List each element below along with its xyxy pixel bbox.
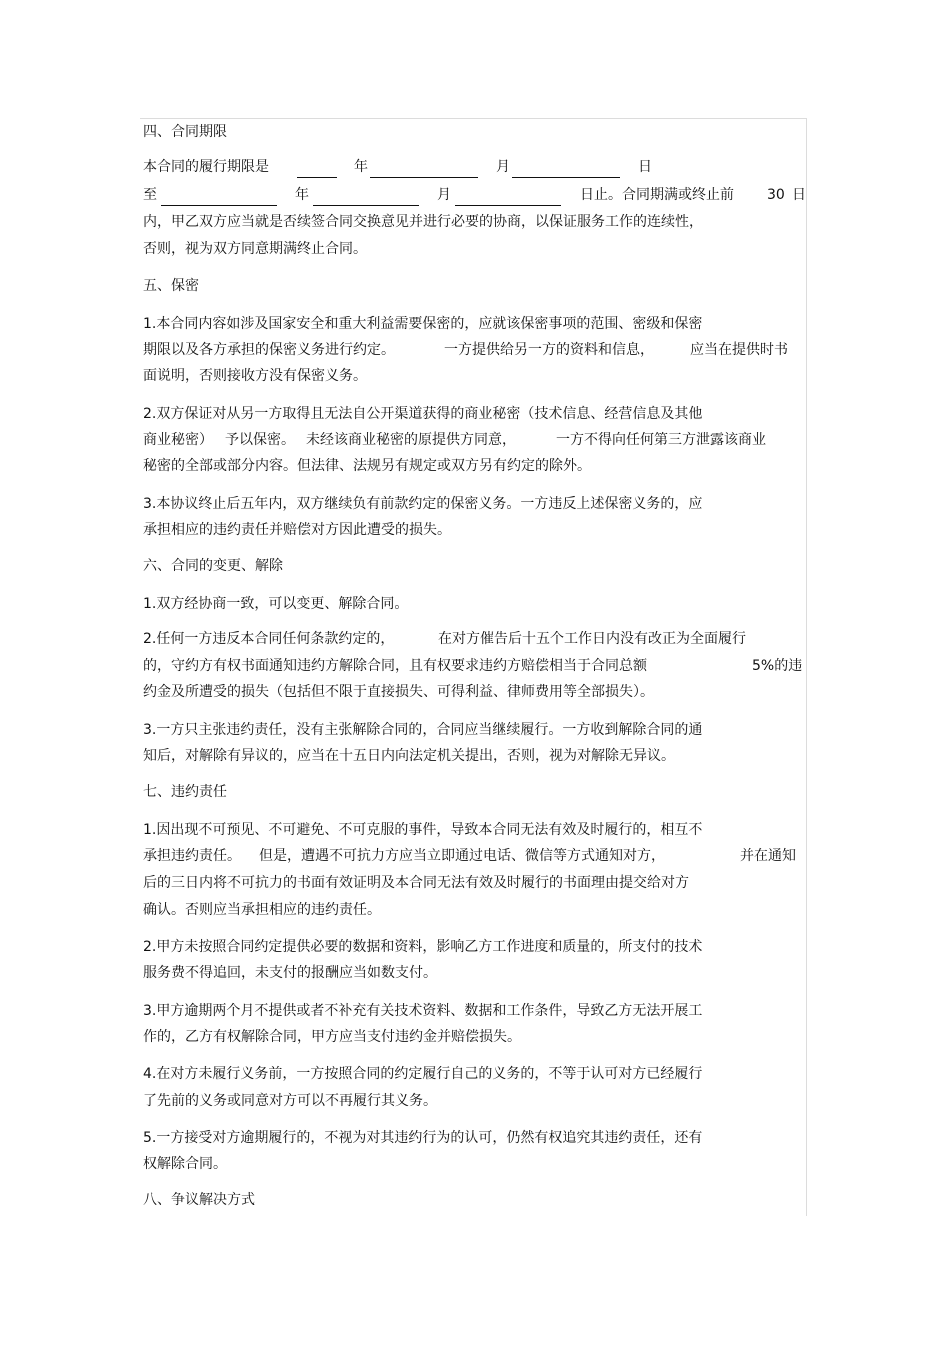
term-line-3: 内，甲乙双方应当就是否续签合同交换意见并进行必要的协商，以保证服务工作的连续性， [143, 214, 703, 230]
s5-p3-line1: 3.本协议终止后五年内，双方继续负有前款约定的保密义务。一方违反上述保密义务的，应 [143, 496, 703, 512]
s7-p2-line1: 2.甲方未按照合同约定提供必要的数据和资料，影响乙方工作进度和质量的，所支付的技术 [143, 939, 703, 955]
section-7-title: 七、违约责任 [143, 784, 227, 800]
section-4-title: 四、合同期限 [143, 124, 227, 140]
s5-p1-line2-c: 应当在提供时书 [690, 342, 788, 358]
days-unit: 日 [792, 187, 806, 203]
s6-p2-line1-b: 在对方催告后十五个工作日内没有改正为全面履行 [438, 631, 746, 647]
start-month-label: 月 [496, 159, 510, 175]
s7-p3-line2: 作的，乙方有权解除合同，甲方应当支付违约金并赔偿损失。 [143, 1029, 521, 1045]
s6-p3-line1: 3.一方只主张违约责任，没有主张解除合同的，合同应当继续履行。一方收到解除合同的通 [143, 722, 703, 738]
s5-p1-line3: 面说明，否则接收方没有保密义务。 [143, 368, 367, 384]
s5-p1-line1: 1.本合同内容如涉及国家安全和重大利益需要保密的，应就该保密事项的范围、密级和保密 [143, 316, 703, 332]
s6-p2-line2-a: 的，守约方有权书面通知违约方解除合同，且有权要求违约方赔偿相当于合同总额 [143, 658, 647, 674]
page-border-top [140, 118, 806, 119]
end-month-blank [313, 205, 419, 206]
s7-p4-line1: 4.在对方未履行义务前，一方按照合同的约定履行自己的义务的，不等于认可对方已经履行 [143, 1066, 703, 1082]
s6-p2-line1-a: 2.任何一方违反本合同任何条款约定的， [143, 631, 395, 647]
s7-p1-line4: 确认。否则应当承担相应的违约责任。 [143, 902, 381, 918]
term-prefix: 本合同的履行期限是 [143, 159, 269, 175]
s5-p2-line1: 2.双方保证对从另一方取得且无法自公开渠道获得的商业秘密（技术信息、经营信息及其他 [143, 406, 703, 422]
s7-p1-line2-c: 并在通知 [740, 848, 796, 864]
s7-p2-line2: 服务费不得追回，未支付的报酬应当如数支付。 [143, 965, 437, 981]
start-month-blank [370, 177, 478, 178]
term-line-4: 否则，视为双方同意期满终止合同。 [143, 241, 367, 257]
start-year-blank [297, 177, 337, 178]
section-5-title: 五、保密 [143, 278, 199, 294]
s7-p3-line1: 3.甲方逾期两个月不提供或者不补充有关技术资料、数据和工作条件，导致乙方无法开展工 [143, 1003, 703, 1019]
section-8-title: 八、争议解决方式 [143, 1192, 255, 1208]
s5-p2-line2-d: 一方不得向任何第三方泄露该商业 [556, 432, 766, 448]
start-year-label: 年 [354, 159, 368, 175]
to-label: 至 [143, 187, 157, 203]
s6-p2-line3: 约金及所遭受的损失（包括但不限于直接损失、可得利益、律师费用等全部损失）。 [143, 684, 654, 700]
s6-p3-line2: 知后，对解除有异议的，应当在十五日内向法定机关提出，否则，视为对解除无异议。 [143, 748, 675, 764]
s5-p3-line2: 承担相应的违约责任并赔偿对方因此遭受的损失。 [143, 522, 451, 538]
page-border-right [806, 118, 807, 1216]
s5-p2-line2-a: 商业秘密） [143, 432, 213, 448]
s5-p2-line3: 秘密的全部或部分内容。但法律、法规另有规定或双方另有约定的除外。 [143, 458, 591, 474]
end-year-blank [161, 205, 277, 206]
s5-p2-line2-c: 未经该商业秘密的原提供方同意， [306, 432, 516, 448]
end-year-label: 年 [295, 187, 309, 203]
s7-p1-line3: 后的三日内将不可抗力的书面有效证明及本合同无法有效及时履行的书面理由提交给对方 [143, 875, 689, 891]
start-day-blank [512, 177, 620, 178]
s5-p1-line2-a: 期限以及各方承担的保密义务进行约定。 [143, 342, 395, 358]
s5-p2-line2-b: 予以保密。 [225, 432, 295, 448]
s5-p1-line2-b: 一方提供给另一方的资料和信息， [444, 342, 654, 358]
s6-p1: 1.双方经协商一致，可以变更、解除合同。 [143, 596, 409, 612]
s7-p4-line2: 了先前的义务或同意对方可以不再履行其义务。 [143, 1093, 437, 1109]
end-suffix: 日止。合同期满或终止前 [580, 187, 734, 203]
s7-p5-line1: 5.一方接受对方逾期履行的，不视为对其违约行为的认可，仍然有权追究其违约责任，还有 [143, 1130, 703, 1146]
s7-p5-line2: 权解除合同。 [143, 1156, 227, 1172]
end-day-blank [455, 205, 561, 206]
end-month-label: 月 [437, 187, 451, 203]
s6-p2-line2-b: 5%的违 [752, 658, 803, 674]
section-6-title: 六、合同的变更、解除 [143, 558, 283, 574]
s7-p1-line2-b: 但是，遭遇不可抗力方应当立即通过电话、微信等方式通知对方， [259, 848, 665, 864]
s7-p1-line2-a: 承担违约责任。 [143, 848, 241, 864]
days-number: 30 [767, 187, 785, 203]
start-day-label: 日 [638, 159, 652, 175]
s7-p1-line1: 1.因出现不可预见、不可避免、不可克服的事件，导致本合同无法有效及时履行的，相互不 [143, 822, 703, 838]
